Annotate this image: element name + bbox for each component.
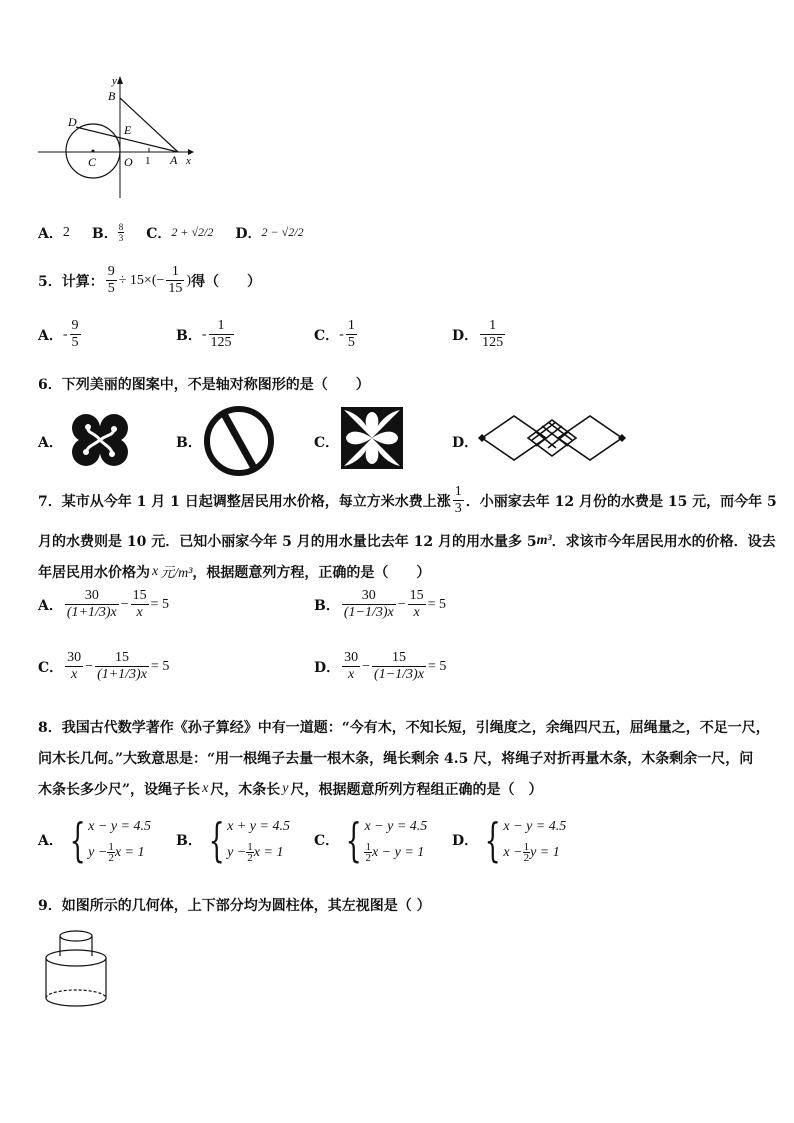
q5-d-fraction — [480, 318, 505, 351]
q7-line3-b: ，根据题意列方程，正确的是（ ） — [192, 565, 431, 581]
q8-var-x: x — [202, 781, 209, 796]
q8-a-system — [88, 814, 151, 866]
q5-d-num: 1 — [489, 318, 497, 333]
q7-b-d1: (1−1/3)x — [343, 605, 394, 620]
q8-option-d: D． { x − y = 4.5 x − $\frac{1}{2}$ y = 1 — [452, 813, 567, 867]
q7-a-label: A． — [38, 597, 63, 614]
q6-stem: 6．下列美丽的图案中，不是轴对称图形的是（ ） — [38, 377, 370, 393]
q4-b-num: 8 — [118, 222, 124, 232]
q9-stem: 9．如图所示的几何体，上下部分均为圆柱体，其左视图是（ ） — [38, 898, 431, 914]
q8-d-system — [503, 814, 566, 866]
q5-a-fraction — [70, 318, 81, 351]
q6-c-label: C． — [314, 435, 340, 451]
q5-a-label: A． — [38, 327, 63, 344]
q8-line3-c: 尺，根据题意所列方程组正确的是（ ） — [290, 782, 543, 798]
q8-b-eq-1: x + y = 4.5 — [227, 819, 290, 834]
q5-d-label: D． — [452, 327, 479, 344]
q8-c-eq-1: x − y = 4.5 — [364, 819, 428, 834]
q5-option-d — [452, 318, 507, 351]
q5-a-sign: - — [62, 326, 68, 342]
q8-d-half-num: 1 — [523, 841, 530, 854]
q7-line1-a: 7．某市从今年 1 月 1 日起调整居民用水价格，每立方米水费上涨 — [38, 493, 451, 510]
q8-b-system — [227, 814, 290, 866]
q5-f1-den: 5 — [107, 281, 115, 296]
q7-b-term-1 — [342, 588, 396, 621]
q7-a-term-1 — [65, 588, 119, 621]
q7-d-d2: (1−1/3)x — [374, 667, 424, 682]
q7-line-3 — [38, 562, 430, 582]
q8-b-half-num: 1 — [247, 841, 253, 854]
q4-figure — [36, 72, 196, 200]
q8-line-2: 问木长几何。”大致意思是：“用一根绳子去量一根木条，绳长剩余 4.5 尺，将绳子对折再量木条，木条剩余一尺，问 — [38, 751, 754, 767]
q5-f2-den: 15 — [168, 281, 183, 296]
q8-option-c: C． { x − y = 4.5 $\frac{1}{2}$ x − y = 1 — [314, 813, 428, 867]
q7-c-term-2 — [95, 650, 149, 683]
q8-line3-b: 尺，木条长 — [210, 782, 281, 798]
q5-stem — [38, 264, 261, 297]
q4-option-a-label: A． — [38, 225, 63, 242]
q7-b-d2: x — [408, 604, 426, 621]
q8-d-half — [523, 842, 531, 863]
q7-c-rhs: = 5 — [150, 658, 170, 674]
q8-b-eq2-pre: y − — [227, 845, 247, 860]
point-c — [92, 150, 95, 153]
q7-c-label: C． — [38, 659, 64, 676]
q8-d-half-den: 2 — [523, 852, 530, 865]
q8-line-1: 8．我国古代数学著作《孙子算经》中有一道题：“今有木，不知长短，引绳度之，余绳四尺五，屈绳量之，不足一尺， — [38, 720, 770, 736]
q8-c-eq2-post: x − y = 1 — [371, 845, 425, 860]
q7-d-n2: 15 — [391, 650, 406, 665]
q5-b-num: 1 — [217, 318, 225, 333]
q7-a-n1: 30 — [84, 588, 99, 603]
q7-var-x: x — [152, 564, 159, 579]
q4-option-c-label: C． — [146, 225, 172, 242]
q6-d-knot-pattern — [478, 412, 626, 464]
q5-f2-num: 1 — [171, 264, 179, 279]
label-c: C — [88, 155, 97, 169]
q8-b-half-den: 2 — [247, 852, 253, 865]
q8-d-label: D． — [452, 833, 479, 849]
q5-stem-suffix: 得（ ） — [191, 273, 262, 290]
q7-a-rhs: = 5 — [150, 596, 170, 612]
q5-stem-prefix: 5．计算： — [38, 273, 104, 290]
q7-b-term-2 — [408, 588, 426, 621]
q7-line-1 — [38, 484, 777, 517]
q7-b-rhs: = 5 — [427, 596, 447, 612]
q8-b-half — [246, 842, 254, 863]
q7-c-n1: 30 — [67, 650, 82, 665]
q7-unit: m³ — [536, 533, 552, 548]
q5-option-b — [176, 318, 236, 351]
label-x: x — [186, 155, 191, 167]
q5-a-den: 5 — [71, 335, 79, 350]
q5-mid: ÷ 15×(− — [118, 272, 165, 288]
q7-d-n1: 30 — [344, 650, 359, 665]
q7-c-d1: x — [65, 666, 83, 683]
q8-b-label: B． — [176, 833, 202, 849]
q4-option-a-value: 2 — [62, 224, 70, 240]
q5-c-label: C． — [314, 327, 340, 344]
q7-d-rhs: = 5 — [427, 658, 447, 674]
q5-c-sign: - — [339, 326, 344, 342]
q5-option-c — [314, 318, 359, 351]
q5-b-fraction — [209, 318, 234, 351]
q7-option-b: B． $\frac{30}{(1-1/3)x}$ − $\frac{15}{x}$ = 5 — [314, 588, 447, 620]
label-e: E — [124, 123, 132, 137]
q5-b-den: 125 — [210, 335, 232, 350]
q7-line2-b: ．求该市今年居民用水的价格．设去 — [551, 534, 776, 550]
q7-b-n2: 15 — [409, 588, 424, 603]
q5-close: ) — [186, 272, 192, 288]
q7-option-c: C． $\frac{30}{x}$ − $\frac{15}{(1+1/3)x}$ = 5 — [38, 650, 170, 682]
q7-line1-b: ．小丽家去年 12 月份的水费是 15 元，而今年 5 — [465, 493, 777, 510]
q8-option-b: B． { x + y = 4.5 y − $\frac{1}{2}$ x = 1 — [176, 813, 290, 867]
q8-a-eq2-pre: y − — [88, 845, 108, 860]
q7-line2-a: 月的水费则是 10 元．已知小丽家今年 5 月的用水量比去年 12 月的用水量多 5 — [38, 534, 537, 550]
q5-fraction-2 — [166, 264, 184, 297]
q8-a-half-num: 1 — [108, 841, 114, 854]
q5-d-den: 125 — [482, 335, 504, 350]
q6-a-label: A． — [38, 435, 63, 451]
q7-frac-den: 3 — [454, 501, 462, 516]
q7-d-term-1 — [342, 650, 360, 683]
q4-option-b-fraction — [118, 222, 125, 243]
q7-c-n2: 15 — [115, 650, 129, 665]
q8-option-a: A． { x − y = 4.5 y − $\frac{1}{2}$ x = 1 — [38, 813, 151, 867]
q8-a-eq2-post: x = 1 — [114, 845, 145, 860]
label-a: A — [170, 153, 178, 167]
q7-c-term-1 — [65, 650, 83, 683]
q7-c-d2: (1+1/3)x — [97, 667, 147, 682]
q5-c-num: 1 — [347, 318, 355, 333]
label-b: B — [108, 89, 116, 103]
q4-option-c-value: 2 + √2/2 — [171, 225, 214, 239]
q5-a-num: 9 — [71, 318, 79, 333]
q6-a-clover-pattern — [66, 410, 134, 470]
q8-c-half-den: 2 — [365, 852, 371, 865]
q7-fraction — [453, 484, 464, 517]
y-axis-arrow — [117, 76, 123, 84]
q4-option-d-value: 2 − √2/2 — [261, 225, 304, 239]
q8-c-half — [364, 842, 372, 863]
q7-line3-unit: 元/m³ — [160, 566, 193, 581]
q5-b-label: B． — [176, 327, 202, 344]
q5-b-sign: - — [201, 326, 207, 342]
q7-a-n2: 15 — [132, 588, 147, 603]
q5-c-fraction — [346, 318, 357, 351]
q7-a-term-2 — [131, 588, 149, 621]
q7-option-d: D． $\frac{30}{x}$ − $\frac{15}{(1-1/3)x}$ = 5 — [314, 650, 447, 682]
q7-d-label: D． — [314, 659, 341, 676]
q7-d-d1: x — [342, 666, 360, 683]
label-one: 1 — [145, 155, 151, 167]
q6-b-circle-slash-pattern — [200, 404, 278, 478]
q8-line-3 — [38, 779, 543, 799]
q8-d-eq2-post: y = 1 — [530, 845, 560, 860]
q7-a-d1: (1+1/3)x — [66, 605, 117, 620]
label-o: O — [124, 155, 133, 169]
q8-var-y: y — [282, 781, 289, 796]
q8-a-label: A． — [38, 833, 63, 849]
q4-option-b-label: B． — [91, 225, 118, 242]
q8-b-eq2-post: x = 1 — [253, 845, 284, 860]
q8-a-half — [107, 842, 115, 863]
q6-b-label: B． — [176, 435, 202, 451]
q5-fraction-1 — [106, 264, 117, 297]
q6-d-label: D． — [452, 435, 479, 451]
q8-c-system — [364, 814, 427, 866]
q4-option-d-label: D． — [235, 225, 262, 242]
q8-d-eq-1: x − y = 4.5 — [503, 819, 567, 834]
q5-f1-num: 9 — [107, 264, 115, 279]
q5-c-den: 5 — [347, 335, 355, 350]
q8-a-half-den: 2 — [108, 852, 114, 865]
q7-line-2 — [38, 531, 776, 551]
q7-frac-num: 1 — [454, 484, 462, 499]
q7-line3-a: 年居民用水价格为 — [38, 565, 150, 581]
q8-a-eq-1: x − y = 4.5 — [88, 819, 151, 834]
q7-b-n1: 30 — [361, 588, 376, 603]
q8-c-label: C． — [314, 833, 340, 849]
q8-line3-a: 木条长多少尺”，设绳子长 — [38, 782, 201, 798]
q4-b-den: 3 — [118, 233, 124, 243]
q9-stacked-cylinders-figure — [40, 926, 112, 1008]
q4-options — [38, 222, 304, 243]
q7-b-label: B． — [314, 597, 340, 614]
q7-a-d2: x — [131, 604, 149, 621]
q7-option-a: A． $\frac{30}{(1+1/3)x}$ − $\frac{15}{x}$ = 5 — [38, 588, 170, 620]
label-d: D — [68, 115, 77, 129]
q7-d-term-2 — [372, 650, 426, 683]
q6-c-square-leaf-pattern — [340, 406, 404, 470]
label-y: y — [112, 75, 117, 87]
q5-option-a — [38, 318, 83, 351]
q8-c-half-num: 1 — [365, 841, 371, 854]
q8-d-eq2-pre: x − — [503, 845, 523, 860]
